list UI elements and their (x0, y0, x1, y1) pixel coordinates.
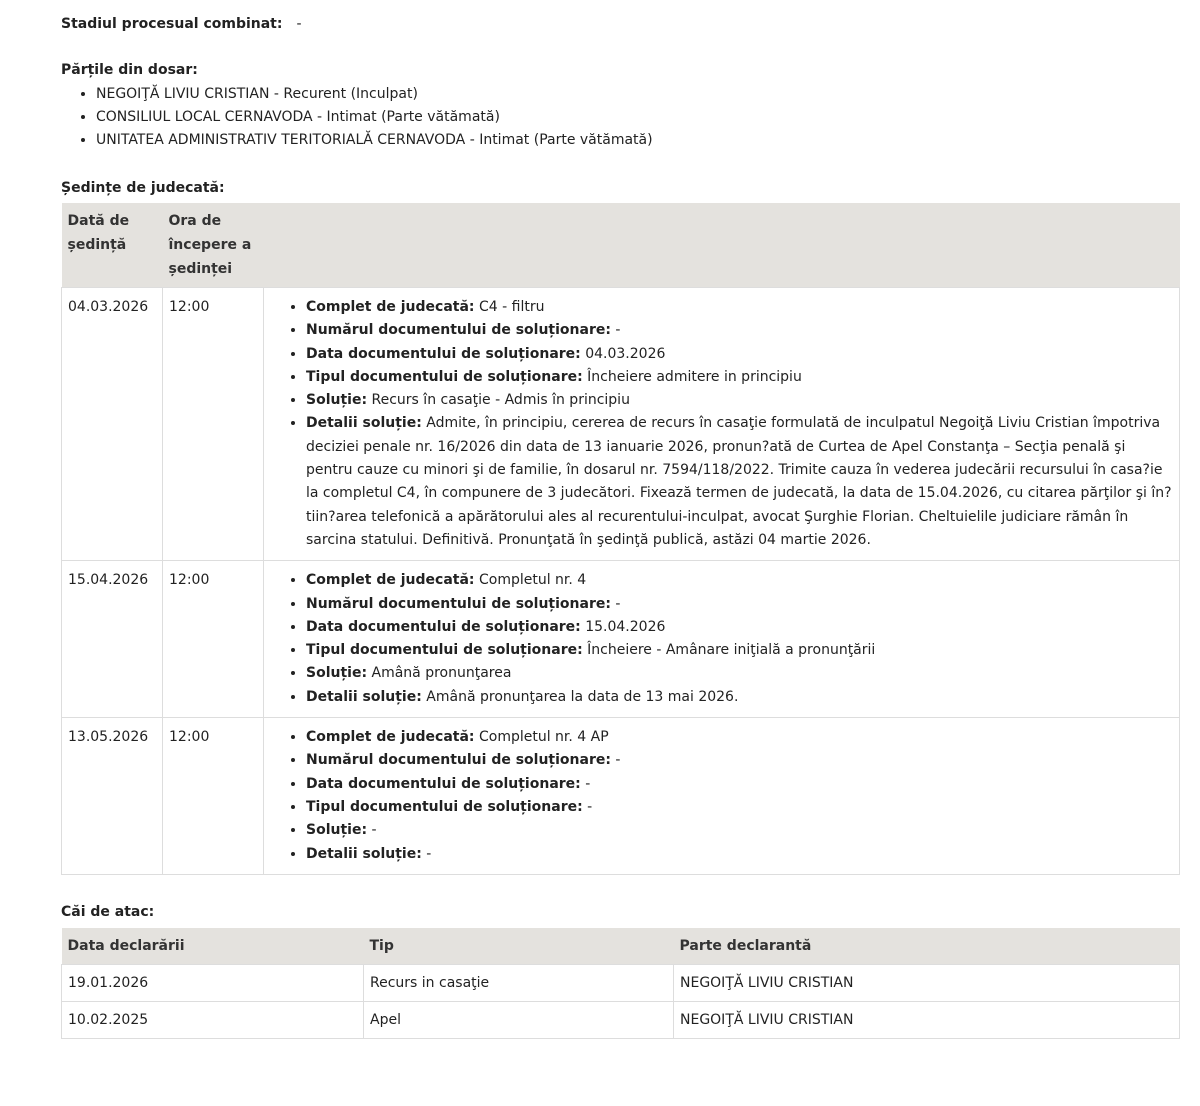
appeal-party: NEGOIŢĂ LIVIU CRISTIAN (674, 1001, 1180, 1038)
party-item: • NEGOIŢĂ LIVIU CRISTIAN - Recurent (Inculpat) (96, 83, 1180, 106)
detail-tip (306, 366, 1173, 389)
sessions-table (61, 203, 1180, 875)
appeals-title: Căi de atac: (61, 903, 155, 920)
appeal-type: Recurs in casaţie (364, 964, 674, 1001)
session-time: 12:00 (163, 561, 264, 718)
procedural-stage-value: - (296, 16, 302, 32)
detail-label: Tipul documentului de soluționare: (306, 642, 583, 659)
detail-value: - (587, 798, 593, 815)
col-header-details (264, 203, 1180, 288)
appeals-header-row (62, 928, 1180, 965)
detail-value: 04.03.2026 (585, 345, 666, 362)
detail-detalii (306, 843, 1173, 866)
col-header-party: Parte declarantă (674, 928, 1180, 965)
appeals-table (61, 928, 1180, 1039)
detail-label: Soluție: (306, 665, 368, 682)
session-details (264, 718, 1180, 875)
parties-title: Părțile din dosar: (61, 62, 198, 78)
detail-label: Detalii soluție: (306, 688, 422, 705)
detail-value: - (585, 775, 591, 792)
detail-value: Amână pronunţarea la data de 13 mai 2026. (426, 688, 739, 705)
detail-tip (306, 796, 1173, 819)
appeal-date: 10.02.2025 (62, 1001, 364, 1038)
col-header-time: Ora de începere a ședinței (163, 203, 264, 288)
session-date: 04.03.2026 (62, 288, 163, 561)
party-item: • UNITATEA ADMINISTRATIV TERITORIALĂ CERNAVODA - Intimat (Parte vătămată) (96, 129, 1180, 152)
detail-label: Numărul documentului de soluționare: (306, 322, 611, 339)
detail-numar (306, 593, 1173, 616)
detail-value: - (615, 752, 621, 769)
detail-label: Soluție: (306, 392, 368, 409)
procedural-stage-label: Stadiul procesual combinat: (61, 16, 283, 32)
appeal-party: NEGOIŢĂ LIVIU CRISTIAN (674, 964, 1180, 1001)
detail-value: Amână pronunţarea (371, 665, 512, 682)
session-details (264, 288, 1180, 561)
detail-label: Data documentului de soluționare: (306, 345, 581, 362)
detail-value: - (426, 845, 432, 862)
detail-label: Numărul documentului de soluționare: (306, 752, 611, 769)
appeal-type: Apel (364, 1001, 674, 1038)
detail-value: Completul nr. 4 (478, 572, 587, 589)
detail-label: Tipul documentului de soluționare: (306, 368, 583, 385)
detail-complet (306, 726, 1173, 749)
sessions-title: Ședințe de judecată: (61, 180, 225, 196)
detail-value: - (371, 822, 377, 839)
detail-label: Numărul documentului de soluționare: (306, 595, 611, 612)
appeal-row (62, 1001, 1180, 1038)
detail-solutie (306, 662, 1173, 685)
session-row (62, 718, 1180, 875)
detail-value: Completul nr. 4 AP (478, 729, 609, 746)
detail-label: Complet de judecată: (306, 299, 475, 315)
detail-value: - (615, 595, 621, 612)
procedural-stage (61, 14, 1180, 34)
detail-detalii (306, 686, 1173, 709)
detail-value: Admite, în principiu, cererea de recurs în casaţie formulată de inculpatul Negoiţă Liviu Cristian împotriva deciziei penale nr. 16/2026 din data de 13 ianuarie 2026, pronun?ată de Curtea de Apel Constanţa – Secţia penală şi pentru cauze cu minori şi de familie, în dosarul nr. 7594/118/2022. Trimite cauza în vederea judecării recursului în casa?ie la completul C4, în compunere de 3 judecători. Fixează termen de judecată, la data de 15.04.2026, cu citarea părţilor şi în?tiin?area telefonică a apărătorului ales al recurentului-inculpat, avocat Şurghie Florian. Cheltuielile judiciare rămân în sarcina statului. Definitivă. Pronunţată în şedinţă publică, astăzi 04 martie 2026. (306, 415, 1172, 548)
detail-value: 15.04.2026 (585, 618, 666, 635)
detail-complet (306, 569, 1173, 592)
detail-tip (306, 639, 1173, 662)
detail-data (306, 616, 1173, 639)
sessions-header-row (62, 203, 1180, 288)
detail-label: Data documentului de soluționare: (306, 618, 581, 635)
detail-data (306, 343, 1173, 366)
session-row (62, 561, 1180, 718)
col-header-date: Dată de ședință (62, 203, 163, 288)
session-time: 12:00 (163, 718, 264, 875)
detail-complet (306, 296, 1173, 319)
detail-detalii (306, 412, 1173, 552)
session-time: 12:00 (163, 288, 264, 561)
detail-value: - (615, 322, 621, 339)
detail-numar (306, 319, 1173, 342)
session-details (264, 561, 1180, 718)
detail-label: Detalii soluție: (306, 845, 422, 862)
appeal-row (62, 964, 1180, 1001)
detail-value: C4 - filtru (478, 299, 545, 315)
parties-list (61, 83, 1180, 152)
detail-numar (306, 749, 1173, 772)
detail-label: Detalii soluție: (306, 415, 422, 432)
col-header-type: Tip (364, 928, 674, 965)
detail-label: Complet de judecată: (306, 572, 475, 589)
detail-data (306, 773, 1173, 796)
case-details (61, 0, 1180, 1039)
session-date: 15.04.2026 (62, 561, 163, 718)
detail-value: Încheiere - Amânare iniţială a pronunţării (587, 642, 876, 659)
party-item: • CONSILIUL LOCAL CERNAVODA - Intimat (Parte vătămată) (96, 106, 1180, 129)
detail-value: Recurs în casaţie - Admis în principiu (371, 392, 630, 409)
detail-value: Încheiere admitere in principiu (587, 368, 802, 385)
session-row (62, 288, 1180, 561)
detail-label: Data documentului de soluționare: (306, 775, 581, 792)
detail-solutie (306, 389, 1173, 412)
detail-solutie (306, 819, 1173, 842)
appeal-date: 19.01.2026 (62, 964, 364, 1001)
detail-label: Tipul documentului de soluționare: (306, 798, 583, 815)
detail-label: Soluție: (306, 822, 368, 839)
session-date: 13.05.2026 (62, 718, 163, 875)
detail-label: Complet de judecată: (306, 729, 475, 746)
col-header-declaration-date: Data declarării (62, 928, 364, 965)
